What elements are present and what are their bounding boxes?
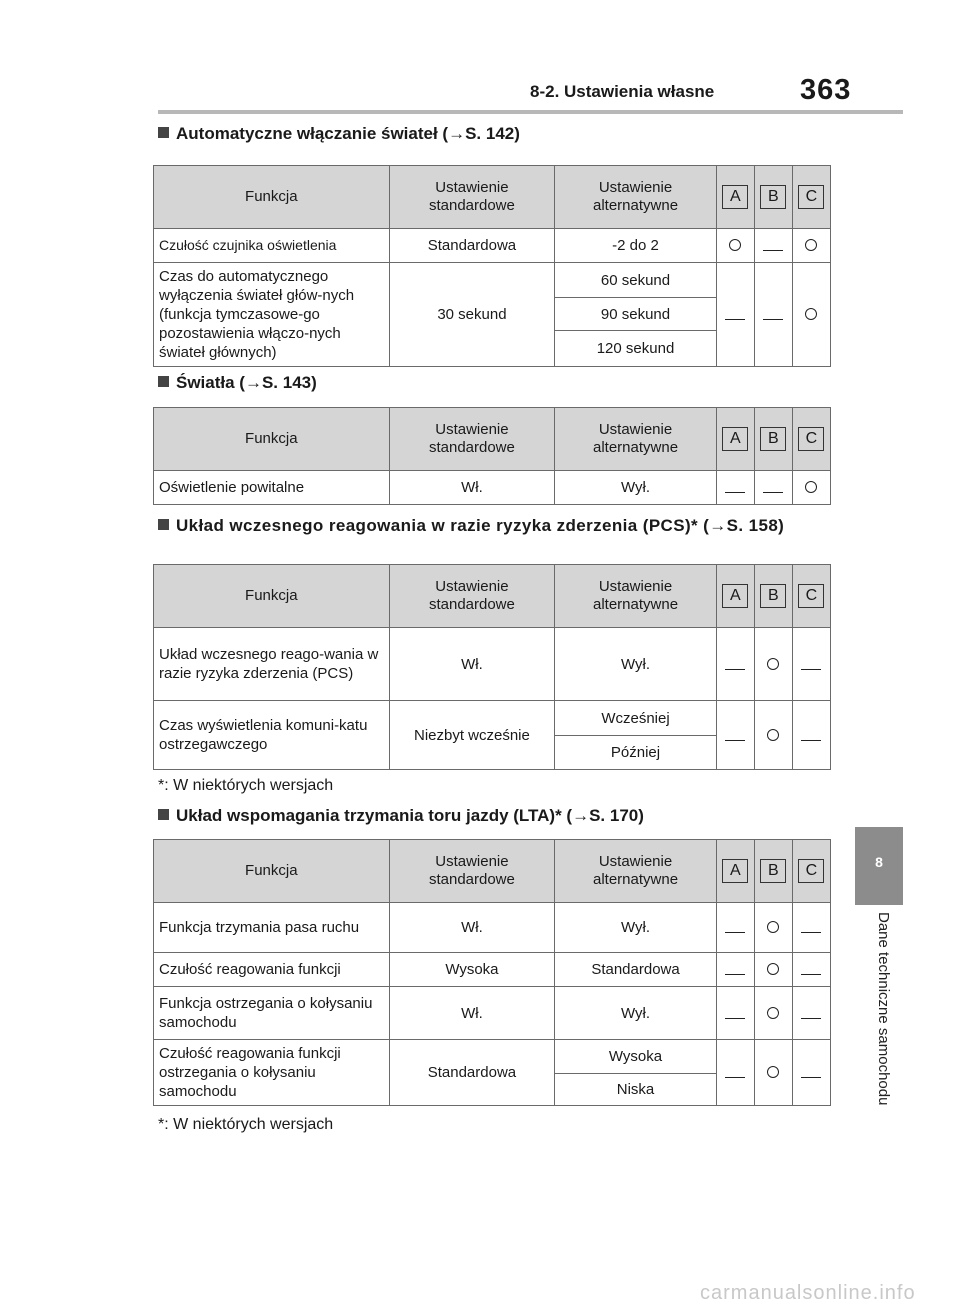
- col-header-alternative: Ustawienie alternatywne: [555, 408, 717, 471]
- table-row: [154, 701, 831, 736]
- table-row: [154, 628, 831, 701]
- alternative-cell: 90 sekund: [555, 298, 717, 331]
- mark-c-circle-icon: [792, 229, 830, 263]
- mark-a-dash-icon: [716, 903, 754, 953]
- col-header-c: C: [792, 408, 830, 471]
- mark-a-dash-icon: [716, 263, 754, 367]
- mark-b-dash-icon: [754, 471, 792, 505]
- col-header-a: A: [716, 166, 754, 229]
- mark-a-dash-icon: [716, 701, 754, 770]
- function-cell: Czas wyświetlenia komuni-katu ostrzegawczego: [154, 701, 390, 770]
- function-cell: Układ wczesnego reago-wania w razie ryzyka zderzenia (PCS): [154, 628, 390, 701]
- mark-a-dash-icon: [716, 987, 754, 1040]
- table-header-row: [154, 840, 831, 903]
- mark-c-dash-icon: [792, 987, 830, 1040]
- square-bullet-icon: [158, 809, 169, 820]
- square-bullet-icon: [158, 376, 169, 387]
- alternative-cell: Wył.: [555, 628, 717, 701]
- col-header-b: B: [754, 166, 792, 229]
- mark-b-dash-icon: [754, 229, 792, 263]
- col-header-alternative: Ustawienie alternatywne: [555, 840, 717, 903]
- col-header-function: Funkcja: [154, 565, 390, 628]
- alternative-cell: 60 sekund: [555, 263, 717, 298]
- header-rule: [158, 110, 903, 114]
- mark-c-circle-icon: [792, 263, 830, 367]
- function-cell: Funkcja ostrzegania o kołysaniu samochodu: [154, 987, 390, 1040]
- mark-b-circle-icon: [754, 701, 792, 770]
- mark-c-dash-icon: [792, 1040, 830, 1106]
- col-header-default: Ustawienie standardowe: [389, 840, 555, 903]
- col-header-default: Ustawienie standardowe: [389, 565, 555, 628]
- table-row: [154, 471, 831, 505]
- col-header-b: B: [754, 840, 792, 903]
- alternative-cell: Wył.: [555, 471, 717, 505]
- chapter-tab: 8: [855, 827, 903, 905]
- table-header-row: [154, 565, 831, 628]
- col-header-alternative: Ustawienie alternatywne: [555, 565, 717, 628]
- col-header-function: Funkcja: [154, 166, 390, 229]
- col-header-a: A: [716, 840, 754, 903]
- mark-a-dash-icon: [716, 953, 754, 987]
- col-header-c: C: [792, 565, 830, 628]
- alternative-cell: Wysoka: [555, 1040, 717, 1074]
- col-header-alternative: Ustawienie alternatywne: [555, 166, 717, 229]
- mark-b-circle-icon: [754, 987, 792, 1040]
- default-cell: Wł.: [389, 903, 555, 953]
- alternative-cell: Wcześniej: [555, 701, 717, 736]
- default-cell: Niezbyt wcześnie: [389, 701, 555, 770]
- function-cell: Oświetlenie powitalne: [154, 471, 390, 505]
- page-number: 363: [800, 74, 852, 106]
- table-row: [154, 903, 831, 953]
- settings-table-lights: [153, 407, 831, 505]
- col-header-a: A: [716, 408, 754, 471]
- col-header-b: B: [754, 565, 792, 628]
- mark-b-circle-icon: [754, 953, 792, 987]
- section-heading-lta: Układ wspomagania trzymania toru jazdy (LTA)* (→S. 170): [158, 805, 858, 827]
- col-header-b: B: [754, 408, 792, 471]
- col-header-a: A: [716, 565, 754, 628]
- settings-table-lta: [153, 839, 831, 1106]
- footnote: *: W niektórych wersjach: [158, 1116, 334, 1133]
- alternative-cell: Niska: [555, 1074, 717, 1106]
- function-cell: Czułość reagowania funkcji: [154, 953, 390, 987]
- mark-c-dash-icon: [792, 953, 830, 987]
- default-cell: Wł.: [389, 628, 555, 701]
- mark-a-dash-icon: [716, 471, 754, 505]
- default-cell: Wysoka: [389, 953, 555, 987]
- col-header-c: C: [792, 840, 830, 903]
- table-row: [154, 953, 831, 987]
- alternative-cell: Później: [555, 736, 717, 770]
- col-header-default: Ustawienie standardowe: [389, 166, 555, 229]
- mark-c-circle-icon: [792, 471, 830, 505]
- mark-c-dash-icon: [792, 628, 830, 701]
- function-cell: Czas do automatycznego wyłączenia świateł głów-nych (funkcja tymczasowe-go pozostawienia włączo-nych świateł głównych): [154, 263, 390, 367]
- alternative-cell: Wył.: [555, 987, 717, 1040]
- table-header-row: [154, 408, 831, 471]
- mark-b-circle-icon: [754, 1040, 792, 1106]
- alternative-cell: Standardowa: [555, 953, 717, 987]
- mark-a-circle-icon: [716, 229, 754, 263]
- settings-table-auto-lights: [153, 165, 831, 367]
- function-cell: Czułość czujnika oświetlenia: [154, 229, 390, 263]
- default-cell: Standardowa: [389, 1040, 555, 1106]
- mark-a-dash-icon: [716, 628, 754, 701]
- mark-c-dash-icon: [792, 701, 830, 770]
- default-cell: 30 sekund: [389, 263, 555, 367]
- section-heading-lights: Światła (→S. 143): [158, 372, 858, 394]
- table-row: [154, 987, 831, 1040]
- mark-a-dash-icon: [716, 1040, 754, 1106]
- col-header-function: Funkcja: [154, 840, 390, 903]
- alternative-cell: Wył.: [555, 903, 717, 953]
- function-cell: Czułość reagowania funkcji ostrzegania o kołysaniu samochodu: [154, 1040, 390, 1106]
- default-cell: Wł.: [389, 471, 555, 505]
- table-row: [154, 1040, 831, 1074]
- table-row: [154, 263, 831, 298]
- mark-c-dash-icon: [792, 903, 830, 953]
- mark-b-circle-icon: [754, 903, 792, 953]
- square-bullet-icon: [158, 519, 169, 530]
- function-cell: Funkcja trzymania pasa ruchu: [154, 903, 390, 953]
- watermark: carmanualsonline.info: [700, 1282, 916, 1304]
- section-heading-lights-auto: Automatyczne włączanie świateł (→S. 142): [158, 123, 858, 145]
- section-heading-pcs: Układ wczesnego reagowania w razie ryzyka zderzenia (PCS)* (→S. 158): [158, 515, 798, 537]
- chapter-label: Dane techniczne samochodu: [875, 912, 892, 1106]
- alternative-cell: 120 sekund: [555, 331, 717, 367]
- col-header-default: Ustawienie standardowe: [389, 408, 555, 471]
- table-header-row: [154, 166, 831, 229]
- default-cell: Wł.: [389, 987, 555, 1040]
- header-title: 8-2. Ustawienia własne: [530, 82, 715, 101]
- col-header-function: Funkcja: [154, 408, 390, 471]
- default-cell: Standardowa: [389, 229, 555, 263]
- mark-b-circle-icon: [754, 628, 792, 701]
- col-header-c: C: [792, 166, 830, 229]
- settings-table-pcs: [153, 564, 831, 770]
- footnote: *: W niektórych wersjach: [158, 777, 334, 794]
- square-bullet-icon: [158, 127, 169, 138]
- alternative-cell: -2 do 2: [555, 229, 717, 263]
- mark-b-dash-icon: [754, 263, 792, 367]
- table-row: [154, 229, 831, 263]
